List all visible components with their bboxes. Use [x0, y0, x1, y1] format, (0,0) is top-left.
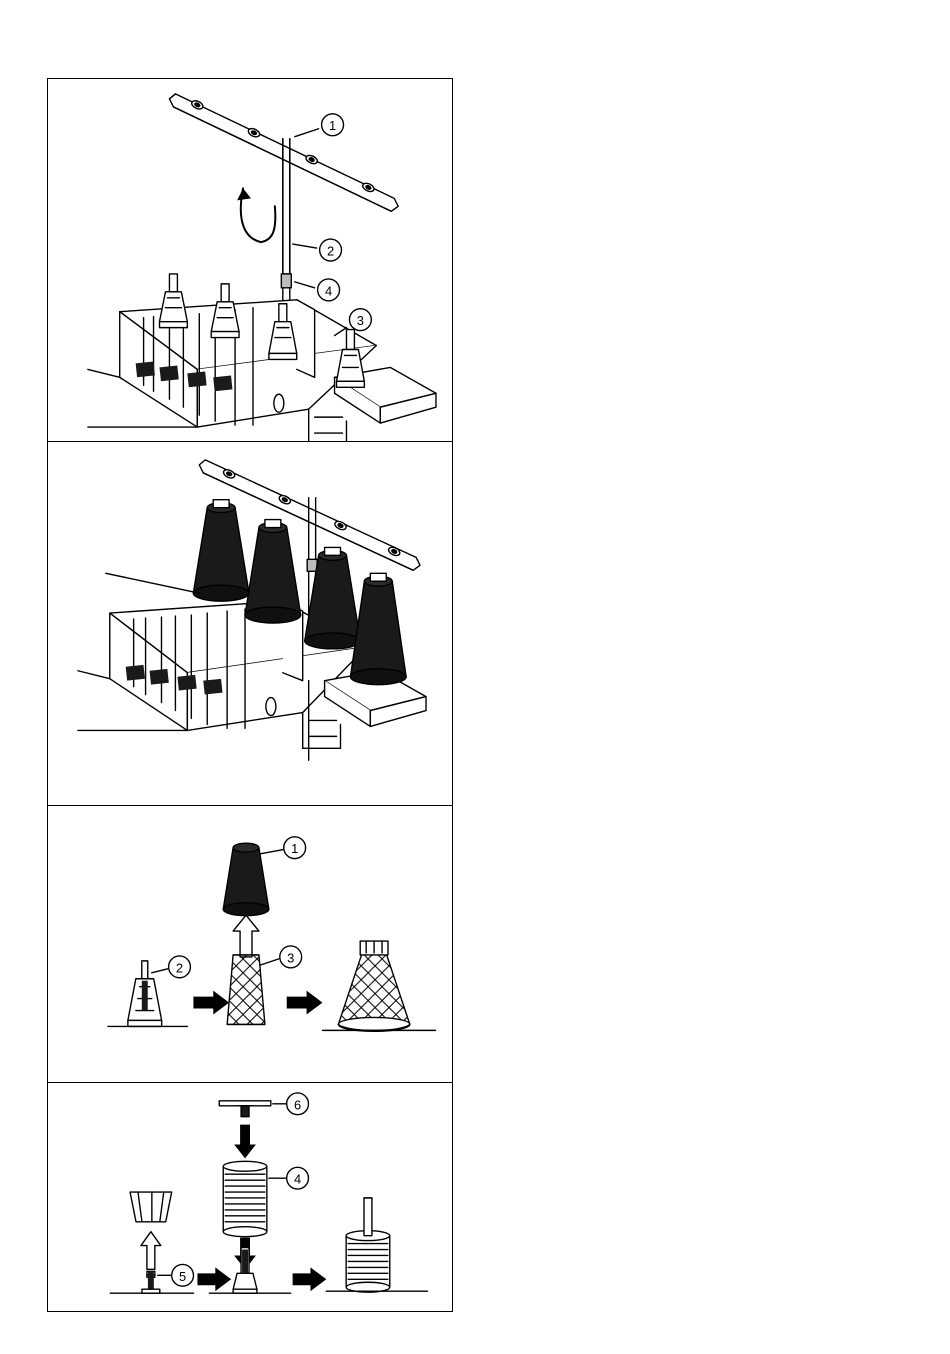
- callout-1: [322, 114, 344, 136]
- leader-4: [295, 282, 315, 288]
- figure-machine-with-cones: [48, 442, 452, 805]
- panel-cone-net-sequence: [47, 805, 453, 1083]
- callout-2: [320, 239, 342, 261]
- spool-cap: [219, 1101, 271, 1117]
- up-arrow: [233, 915, 259, 957]
- callout-4-label: 4: [324, 283, 333, 299]
- up-arrow-left: [141, 1232, 161, 1270]
- figure-thread-stand: [48, 79, 452, 441]
- down-arrow-top: [234, 1125, 256, 1159]
- arrow-1: [193, 991, 229, 1015]
- leader-1: [295, 129, 319, 137]
- leader-2: [293, 244, 317, 248]
- callout-1-label: 1: [328, 118, 337, 134]
- netted-cone-result: [338, 941, 409, 1031]
- thread-guide-bar: [169, 94, 398, 211]
- arrow-1: [197, 1267, 231, 1291]
- thread-cone-1: [193, 500, 249, 601]
- spool-pin-left: [128, 961, 162, 1027]
- callout-3: [280, 946, 302, 968]
- arrow-2: [293, 1267, 327, 1291]
- callout-1: [284, 837, 306, 859]
- panel-spool-cap-sequence: [47, 1082, 453, 1312]
- rotation-arrow: [237, 188, 275, 242]
- leader-pin: [152, 969, 168, 973]
- callout-2-label: 2: [326, 243, 335, 259]
- callout-1-label: 1: [291, 841, 299, 857]
- spool-holder-left: [130, 1192, 172, 1222]
- callout-3: [349, 309, 371, 331]
- callout-2: [169, 956, 191, 978]
- leader-net: [261, 959, 279, 965]
- callout-6-label: 6: [293, 1097, 302, 1113]
- arrow-2: [287, 991, 323, 1015]
- assembled-spool: [346, 1198, 390, 1292]
- callout-3-label: 3: [287, 950, 295, 966]
- thread-net: [227, 955, 265, 1024]
- thread-cone-4: [350, 573, 406, 684]
- spool-pin-middle: [233, 1248, 257, 1294]
- panel-machine-with-cones: [47, 441, 453, 806]
- thread-spool: [223, 1161, 267, 1236]
- figure-net-sequence: [48, 806, 452, 1082]
- callout-2-label: 2: [175, 960, 184, 976]
- callout-6: [287, 1093, 309, 1115]
- callout-4: [287, 1167, 309, 1189]
- callout-5-label: 5: [179, 1268, 187, 1284]
- leader-cone: [261, 850, 283, 854]
- callout-3-label: 3: [356, 313, 364, 329]
- thread-cone-2: [245, 520, 301, 623]
- figure-spool-sequence: [48, 1083, 452, 1311]
- callout-4-label: 4: [293, 1171, 302, 1187]
- machine-body: [88, 300, 436, 441]
- panel-thread-stand-callouts: [47, 78, 453, 442]
- callout-4: [318, 279, 340, 301]
- spool-pin-left-2: [142, 1271, 160, 1293]
- callout-5: [172, 1264, 194, 1286]
